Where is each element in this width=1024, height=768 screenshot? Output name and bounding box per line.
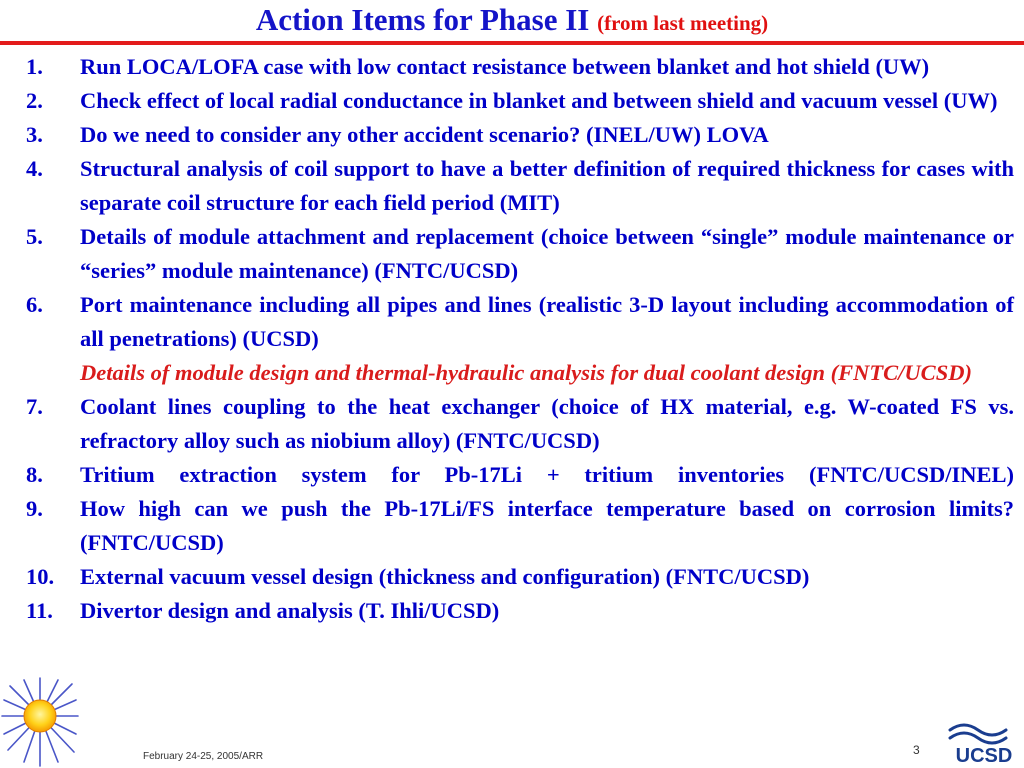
slide-title (0, 0, 1024, 40)
item-number: 4. (26, 156, 43, 181)
list-item (26, 84, 1014, 118)
footer-date-author: February 24-25, 2005/ARR (143, 751, 264, 762)
sun-icon (0, 676, 80, 768)
list-item (26, 560, 1014, 594)
item-number: 9. (26, 496, 43, 521)
item-number: 3. (26, 122, 43, 147)
list-item (26, 50, 1014, 84)
logo-text: UCSD (955, 745, 1013, 767)
list-item (26, 390, 1014, 458)
item-text: How high can we push the Pb-17Li/FS interface temperature based on corrosion limits? (FNTC/UCSD) (80, 496, 1014, 555)
item-number: 6. (26, 292, 43, 317)
list-item (26, 220, 1014, 288)
item-text: Divertor design and analysis (T. Ihli/UCSD) (80, 598, 500, 623)
list-item (26, 594, 1014, 628)
title-subtitle: (from last meeting) (597, 11, 769, 35)
item-number: 7. (26, 394, 43, 419)
title-text: Action Items for Phase II (255, 2, 590, 37)
action-items-list (26, 50, 1014, 628)
item-text: Port maintenance including all pipes and lines (realistic 3-D layout including accommodation of all penetrations) (UCSD) (80, 292, 1014, 351)
list-item (26, 288, 1014, 356)
item-text: Do we need to consider any other accident scenario? (INEL/UW) LOVA (80, 122, 769, 147)
list-item (26, 118, 1014, 152)
item-text: External vacuum vessel design (thickness and configuration) (FNTC/UCSD) (80, 564, 810, 589)
list-item (26, 458, 1014, 492)
item-number: 8. (26, 462, 43, 487)
item-text: Coolant lines coupling to the heat exchanger (choice of HX material, e.g. W-coated FS vs. refractory alloy such as niobium alloy) (FNTC/UCSD) (80, 394, 1014, 453)
title-divider (0, 41, 1024, 45)
item-note: Details of module design and thermal-hydraulic analysis for dual coolant design (FNTC/UCSD) (80, 360, 972, 385)
item-text: Tritium extraction system for Pb-17Li + tritium inventories (FNTC/UCSD/INEL) (80, 462, 1014, 487)
item-text: Details of module attachment and replacement (choice between “single” module maintenance or “series” module maintenance) (FNTC/UCSD) (80, 224, 1014, 283)
item-number: 2. (26, 88, 43, 113)
list-item (26, 492, 1014, 560)
item-number: 11. (26, 598, 53, 623)
list-item (26, 152, 1014, 220)
item-text: Structural analysis of coil support to have a better definition of required thickness for cases with separate coil structure for each field period (MIT) (80, 156, 1014, 215)
item-text: Check effect of local radial conductance in blanket and between shield and vacuum vessel (UW) (80, 88, 998, 113)
item-text: Run LOCA/LOFA case with low contact resistance between blanket and hot shield (UW) (80, 54, 930, 79)
page-number: 3 (913, 743, 920, 757)
item-number: 5. (26, 224, 43, 249)
item-number: 1. (26, 54, 43, 79)
item-number: 10. (26, 564, 55, 589)
